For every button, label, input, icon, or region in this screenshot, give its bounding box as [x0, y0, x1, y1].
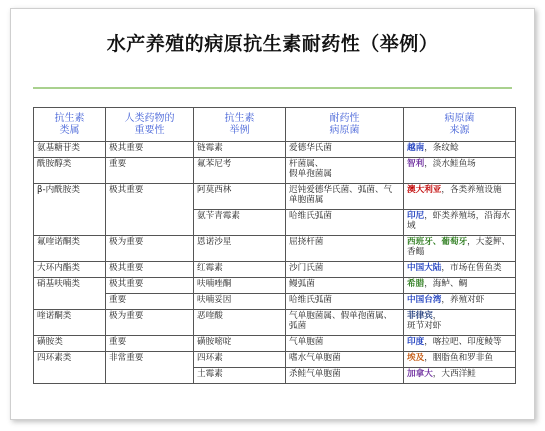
table-row [34, 142, 516, 158]
cell-antibiotic-example: 四环素 [194, 352, 286, 368]
cell-importance: 非常重要 [106, 352, 194, 384]
cell-antibiotic-class: 喹诺酮类 [34, 310, 106, 336]
source-detail: ，市场在售鱼类 [441, 263, 502, 273]
table-row [34, 262, 516, 278]
cell-pathogen-source [404, 294, 516, 310]
cell-antibiotic-class: 酰胺醇类 [34, 158, 106, 184]
cell-resistant-pathogen: 哈维氏弧菌 [286, 210, 404, 236]
cell-resistant-pathogen: 杆菌属、 假单孢菌属 [286, 158, 404, 184]
source-detail: ，大菱鲆、香鳎 [407, 237, 511, 258]
cell-importance: 极其重要 [106, 142, 194, 158]
cell-antibiotic-example: 恶喹酸 [194, 310, 286, 336]
cell-importance: 重要 [106, 336, 194, 352]
cell-resistant-pathogen: 杀鲑气单胞菌 [286, 368, 404, 384]
cell-antibiotic-class: β-内酰胺类 [34, 184, 106, 236]
slide [10, 8, 535, 420]
table-row [34, 352, 516, 368]
cell-antibiotic-example: 呋喃妥因 [194, 294, 286, 310]
table-row [34, 278, 516, 294]
cell-antibiotic-class: 氟喹诺酮类 [34, 236, 106, 262]
source-detail: ，各类养殖设施 [441, 185, 502, 195]
source-detail: ，虾类养殖场，沿海水域 [407, 211, 511, 232]
resistance-table [33, 107, 516, 384]
table-row [34, 336, 516, 352]
cell-importance: 极其重要 [106, 278, 194, 294]
cell-importance: 极为重要 [106, 236, 194, 262]
source-region: 西班牙、葡萄牙 [407, 237, 468, 247]
source-detail: ，胭脂鱼和罗非鱼 [424, 353, 493, 363]
source-region: 印度 [407, 337, 425, 347]
cell-resistant-pathogen: 爱德华氏菌 [286, 142, 404, 158]
source-region: 中国大陆 [407, 263, 442, 273]
header-class: 抗生素 类属 [34, 108, 106, 142]
cell-antibiotic-example: 土霉素 [194, 368, 286, 384]
source-region: 智利 [407, 159, 425, 169]
cell-importance: 重要 [106, 158, 194, 184]
cell-antibiotic-example: 恩诺沙星 [194, 236, 286, 262]
table-row [34, 294, 516, 310]
table-row [34, 158, 516, 184]
source-region: 加拿大 [407, 369, 433, 379]
table-row [34, 236, 516, 262]
cell-antibiotic-example: 红霉素 [194, 262, 286, 278]
source-detail: ，淡水鲑鱼场 [424, 159, 476, 169]
cell-pathogen-source [404, 210, 516, 236]
source-detail: ，养殖对虾 [441, 295, 485, 305]
source-region: 希腊 [407, 279, 425, 289]
cell-antibiotic-example: 呋喃唑酮 [194, 278, 286, 294]
table-header-row [34, 108, 516, 142]
cell-pathogen-source [404, 158, 516, 184]
source-detail: ，海鲈、鲷 [424, 279, 468, 289]
cell-pathogen-source [404, 278, 516, 294]
cell-pathogen-source [404, 336, 516, 352]
cell-importance: 极其重要 [106, 262, 194, 278]
cell-resistant-pathogen: 嗜水气单胞菌 [286, 352, 404, 368]
cell-resistant-pathogen: 气单胞菌属、假单孢菌属、弧菌 [286, 310, 404, 336]
cell-pathogen-source [404, 368, 516, 384]
source-region: 埃及 [407, 353, 425, 363]
source-detail: ，大西洋鲑 [432, 369, 476, 379]
cell-antibiotic-class: 大环内酯类 [34, 262, 106, 278]
source-region: 中国台湾 [407, 295, 442, 305]
cell-resistant-pathogen: 气单胞菌 [286, 336, 404, 352]
cell-pathogen-source [404, 184, 516, 210]
cell-importance: 极为重要 [106, 310, 194, 336]
cell-antibiotic-example: 氟苯尼考 [194, 158, 286, 184]
cell-resistant-pathogen: 屈挠杆菌 [286, 236, 404, 262]
source-region: 印尼 [407, 211, 425, 221]
cell-importance: 极其重要 [106, 184, 194, 236]
cell-antibiotic-example: 阿莫西林 [194, 184, 286, 210]
source-detail: ，条纹鲶 [424, 143, 459, 153]
source-region: 澳大利亚 [407, 185, 442, 195]
slide-title: 水产养殖的病原抗生素耐药性（举例） [106, 33, 439, 55]
cell-antibiotic-example: 氨苄青霉素 [194, 210, 286, 236]
cell-antibiotic-class: 氨基糖苷类 [34, 142, 106, 158]
cell-pathogen-source [404, 236, 516, 262]
table-body [34, 142, 516, 384]
header-source: 病原菌 来源 [404, 108, 516, 142]
cell-pathogen-source [404, 310, 516, 336]
source-detail: ，喀拉吧、印度鲮等 [424, 337, 502, 347]
cell-pathogen-source [404, 262, 516, 278]
source-detail: ， 斑节对虾 [407, 311, 442, 332]
title-divider [33, 87, 512, 89]
cell-resistant-pathogen: 哈维氏弧菌 [286, 294, 404, 310]
source-region: 菲律宾 [407, 311, 433, 321]
source-region: 越南 [407, 143, 425, 153]
table-row [34, 184, 516, 210]
cell-antibiotic-example: 磺胺嘧啶 [194, 336, 286, 352]
table-row [34, 310, 516, 336]
cell-antibiotic-class: 硝基呋喃类 [34, 278, 106, 310]
cell-importance: 重要 [106, 294, 194, 310]
header-pathogen: 耐药性 病原菌 [286, 108, 404, 142]
cell-resistant-pathogen: 迟钝爱德华氏菌、弧菌、气单胞菌属 [286, 184, 404, 210]
header-importance: 人类药物的 重要性 [106, 108, 194, 142]
cell-pathogen-source [404, 142, 516, 158]
cell-resistant-pathogen: 沙门氏菌 [286, 262, 404, 278]
cell-resistant-pathogen: 鳗弧菌 [286, 278, 404, 294]
cell-antibiotic-example: 链霉素 [194, 142, 286, 158]
header-example: 抗生素 举例 [194, 108, 286, 142]
cell-antibiotic-class: 磺胺类 [34, 336, 106, 352]
cell-antibiotic-class: 四环素类 [34, 352, 106, 384]
cell-pathogen-source [404, 352, 516, 368]
